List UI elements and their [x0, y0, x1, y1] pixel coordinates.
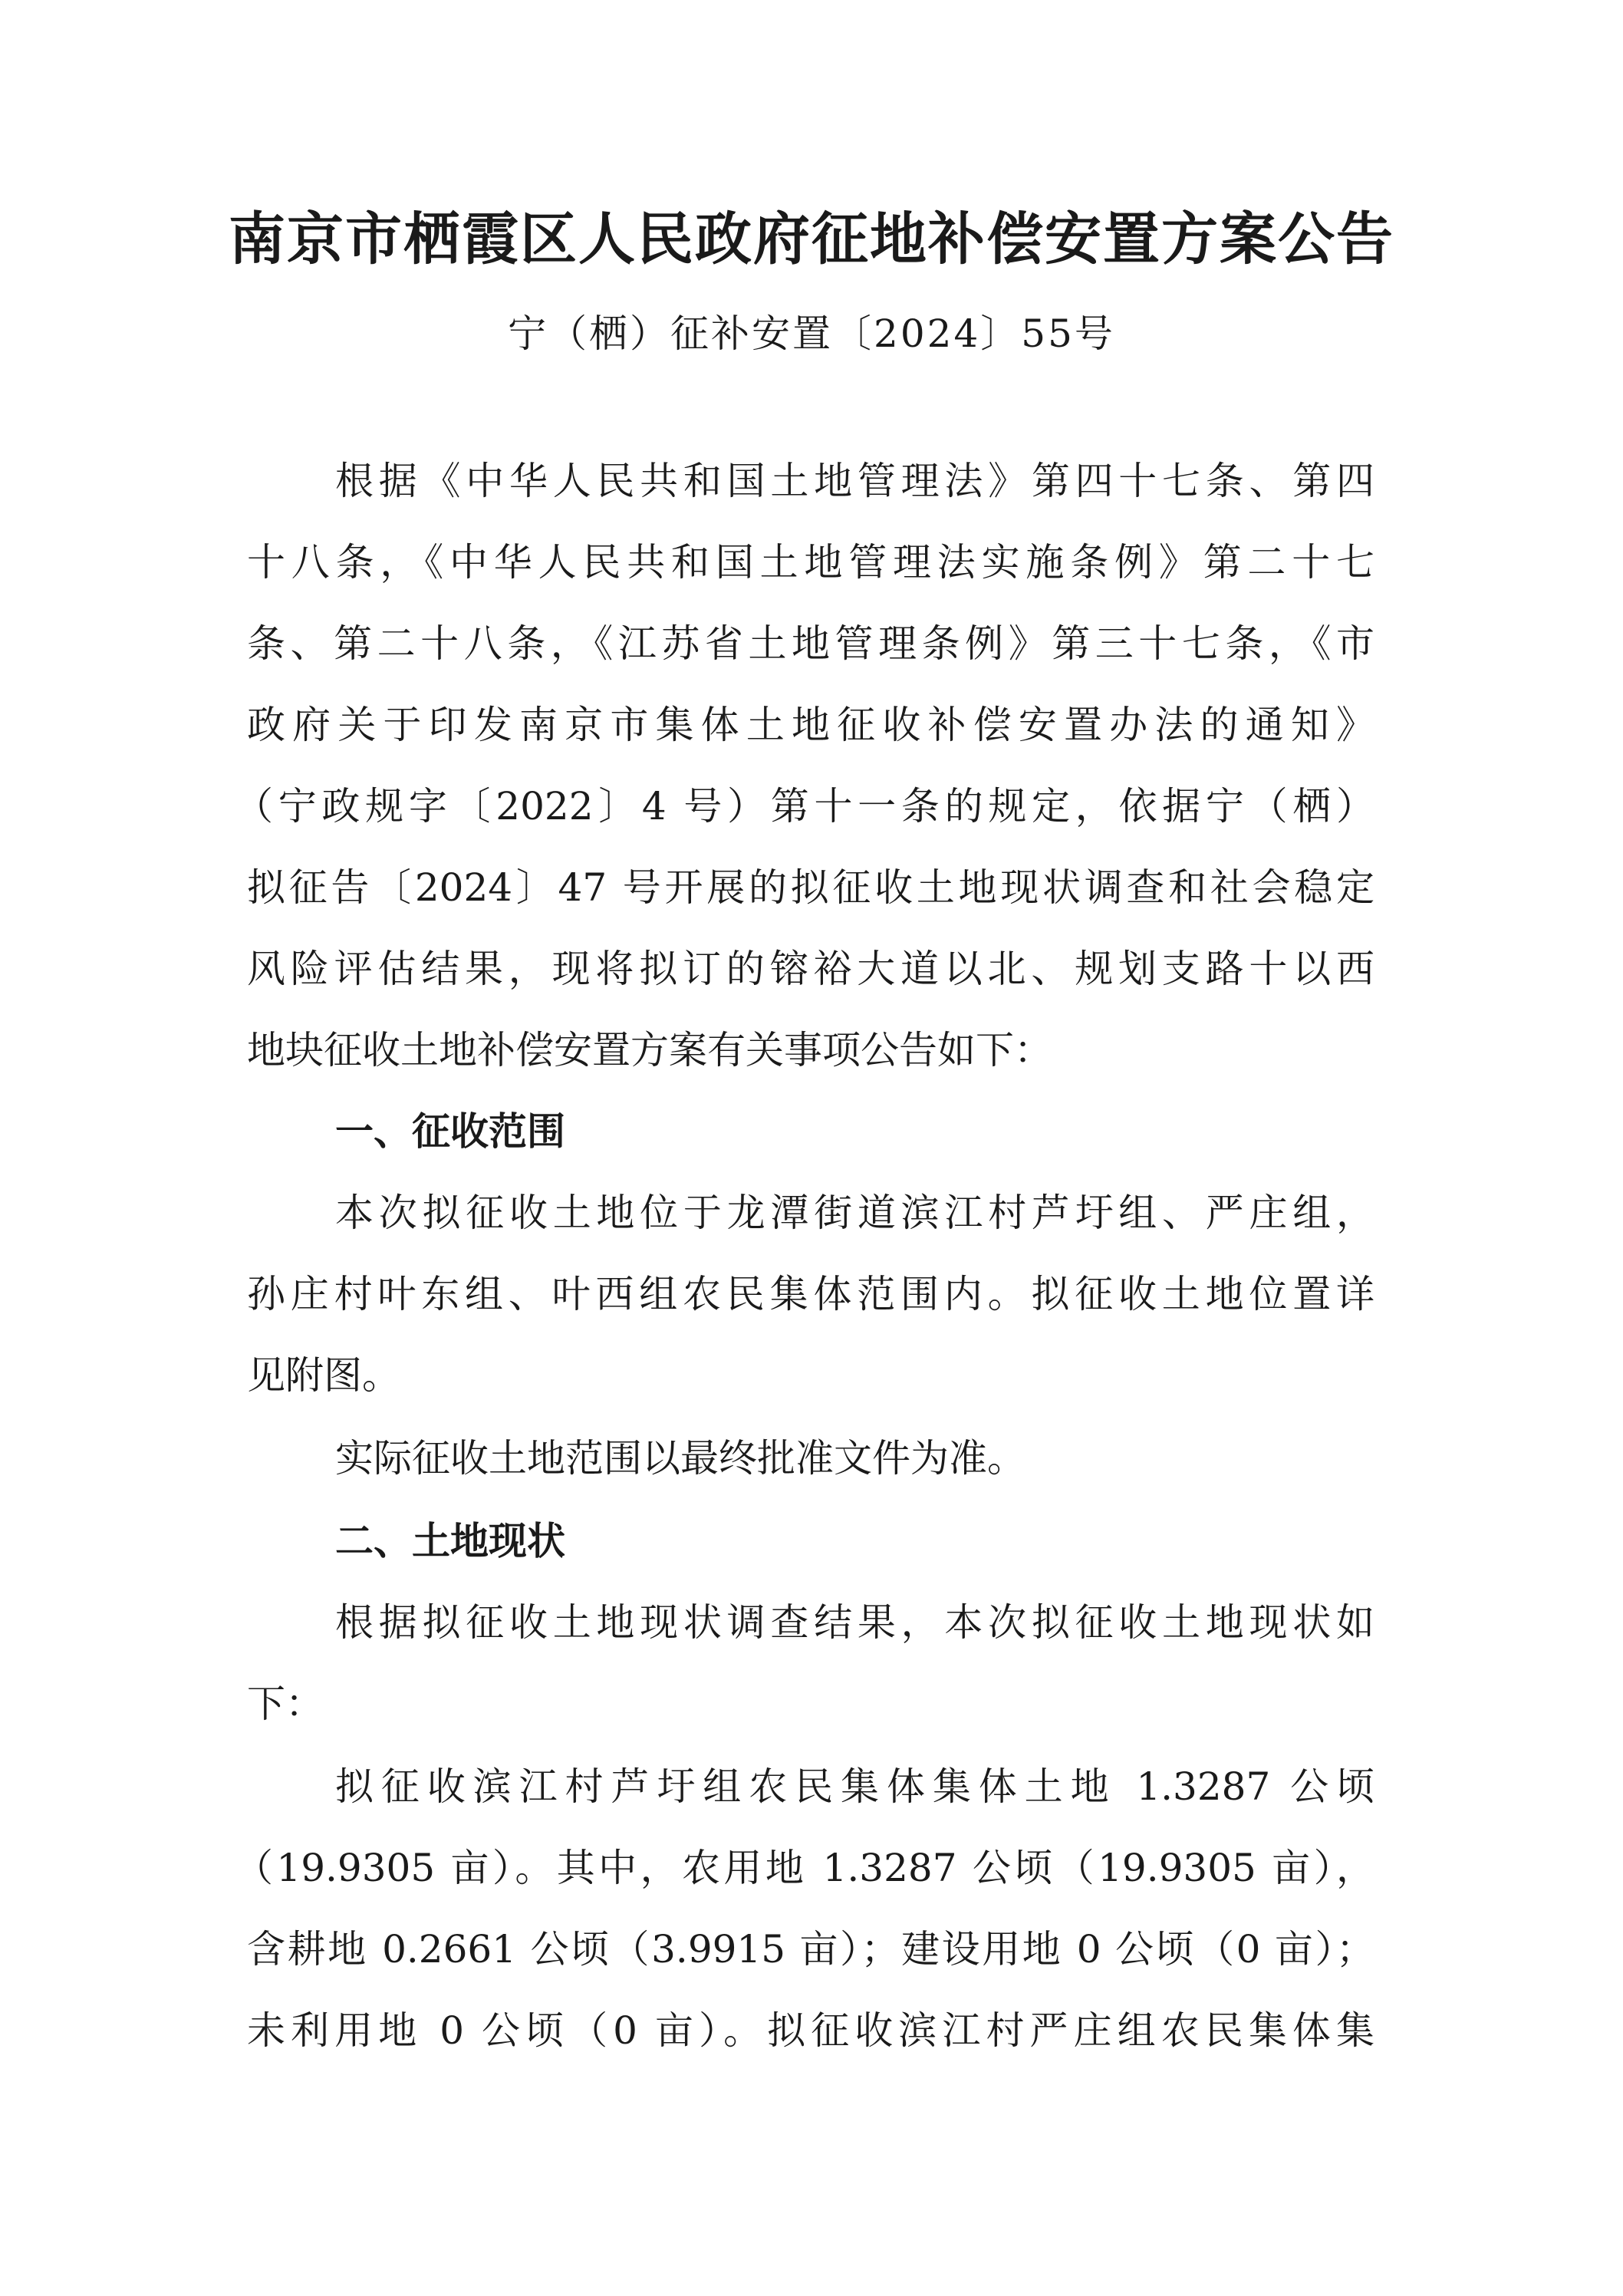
document-title: 南京市栖霞区人民政府征地补偿安置方案公告 [229, 206, 1394, 272]
paragraph-1-line: 风险评估结果，现将拟订的镕裕大道以北、规划支路十以西 [247, 947, 1374, 991]
section-2-line: 根据拟征收土地现状调查结果，本次拟征收土地现状如 [335, 1600, 1374, 1645]
section-2-heading: 二、土地现状 [335, 1519, 565, 1563]
paragraph-1-line: 十八条，《中华人民共和国土地管理法实施条例》第二十七 [247, 540, 1374, 585]
section-2-detail-line: 未利用地 0 公顷（0 亩）。拟征收滨江村严庄组农民集体集 [247, 2008, 1374, 2053]
section-1-line: 见附图。 [247, 1353, 400, 1398]
section-2-detail-line: 含耕地 0.2661 公顷（3.9915 亩）；建设用地 0 公顷（0 亩）； [247, 1927, 1374, 1972]
section-2-detail-line: （19.9305 亩）。其中，农用地 1.3287 公顷（19.9305 亩）， [235, 1846, 1374, 1890]
paragraph-1-line: 条、第二十八条，《江苏省土地管理条例》第三十七条，《市 [247, 621, 1374, 666]
section-1-heading: 一、征收范围 [335, 1109, 565, 1154]
paragraph-1-line: 政府关于印发南京市集体土地征收补偿安置办法的通知》 [247, 703, 1374, 747]
section-2-line: 下： [247, 1682, 324, 1726]
paragraph-1-line: （宁政规字〔2022〕4 号）第十一条的规定，依据宁（栖） [235, 784, 1374, 828]
section-2-detail-line: 拟征收滨江村芦圩组农民集体集体土地 1.3287 公顷 [335, 1764, 1374, 1809]
paragraph-1-line: 根据《中华人民共和国土地管理法》第四十七条、第四 [335, 459, 1374, 503]
paragraph-1-line: 地块征收土地补偿安置方案有关事项公告如下： [247, 1028, 1052, 1072]
section-1-line: 本次拟征收土地位于龙潭街道滨江村芦圩组、严庄组， [335, 1191, 1374, 1235]
paragraph-1-line: 拟征告〔2024〕47 号开展的拟征收土地现状调查和社会稳定 [247, 865, 1374, 910]
section-1-line: 孙庄村叶东组、叶西组农民集体范围内。拟征收土地位置详 [247, 1272, 1374, 1316]
section-1-note: 实际征收土地范围以最终批准文件为准。 [335, 1436, 1025, 1481]
document-number: 宁（栖）征补安置〔2024〕55号 [508, 311, 1115, 356]
